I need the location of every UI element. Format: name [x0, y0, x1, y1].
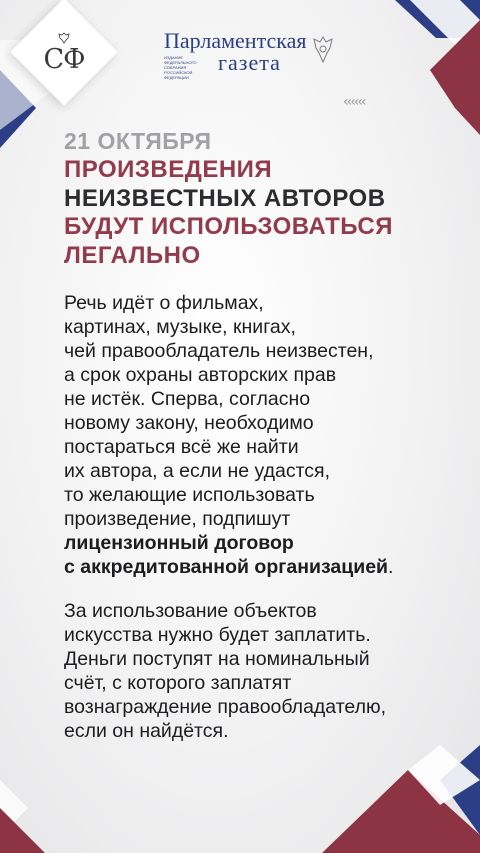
bold-phrase: лицензионный договор: [64, 532, 294, 554]
text-line: вознаграждение правообладателю,: [64, 696, 387, 718]
text-line: Речь идёт о фильмах,: [64, 292, 264, 314]
paragraph-2: [64, 599, 386, 743]
text-line: постараться всё же найти: [64, 436, 299, 458]
text-line: За использование объектов: [64, 600, 317, 622]
text-line: Деньги поступят на номинальный: [64, 648, 370, 670]
text-line: чей правообладатель неизвестен,: [64, 340, 374, 362]
text-line: картинах, музыке, книгах,: [64, 316, 296, 338]
partner-title: Парламентская: [164, 28, 307, 53]
headline-line: ПРОИЗВЕДЕНИЯ: [64, 156, 273, 183]
text-line-end: .: [388, 556, 394, 578]
text-line: счёт, с которого заплатят: [64, 672, 292, 694]
bold-phrase: с аккредитованной организацией: [64, 556, 389, 578]
partner-subtitle: газета: [218, 50, 281, 75]
sf-logo: [26, 14, 102, 90]
coat-of-arms-icon: [57, 32, 71, 44]
partner-note: ИЗДАНИЕ ФЕДЕРАЛЬНОГО СОБРАНИЯ РОССИЙСКОЙ ФЕДЕРАЦИИ: [164, 55, 197, 80]
text-line: а срок охраны авторских прав: [64, 364, 337, 386]
post-date: 21 ОКТЯБРЯ: [64, 128, 212, 154]
chevrons-left-icon: ‹‹‹‹‹‹: [343, 94, 365, 110]
partner-logo: [164, 30, 306, 80]
text-line: не истёк. Сперва, согласно: [64, 388, 311, 410]
text-line: произведение, подпишут: [64, 508, 291, 530]
headline: [64, 156, 393, 270]
text-line: если он найдётся.: [64, 720, 229, 742]
headline-line: БУДУТ ИСПОЛЬЗОВАТЬСЯ: [64, 213, 393, 240]
text-line: то желающие использовать: [64, 484, 315, 506]
text-line: их автора, а если не удастся,: [64, 460, 331, 482]
headline-line: НЕИЗВЕСТНЫХ АВТОРОВ: [64, 184, 386, 212]
logo-text: СФ: [43, 43, 85, 75]
text-line: искусства нужно будет заплатить.: [64, 624, 371, 646]
coat-of-arms-icon: [310, 34, 336, 66]
paragraph-1: [64, 291, 393, 579]
text-line: новому закону, необходимо: [64, 412, 314, 434]
headline-line: ЛЕГАЛЬНО: [64, 241, 201, 269]
